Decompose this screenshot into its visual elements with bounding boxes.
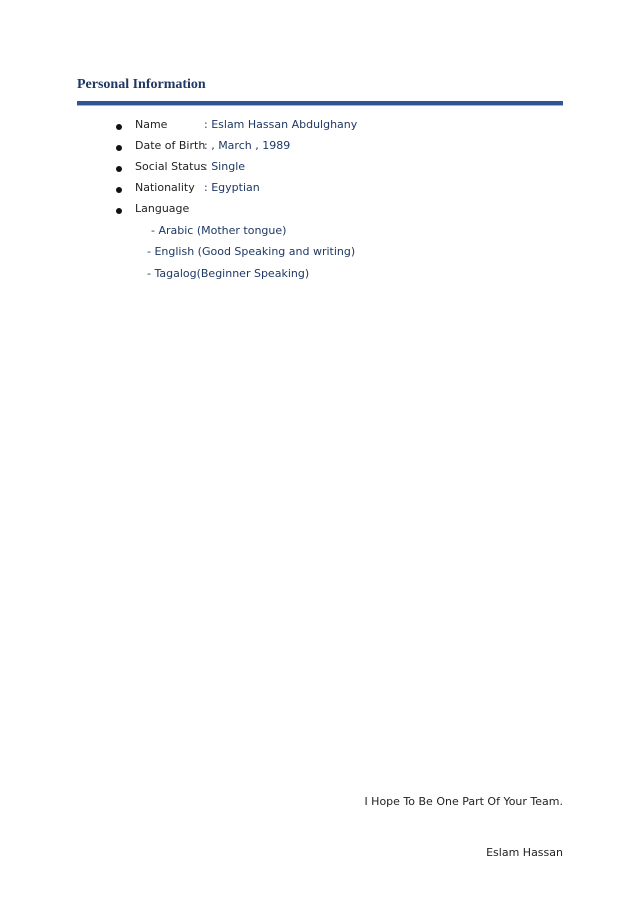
field-label: Date of Birth [135, 139, 206, 152]
language-item-english: - English (Good Speaking and writing) [147, 245, 356, 258]
field-label: Nationality [135, 181, 195, 194]
field-value: : Eslam Hassan Abdulghany [204, 118, 358, 131]
bullet-icon [116, 187, 122, 193]
bullet-icon [116, 208, 122, 214]
language-item-arabic: - Arabic (Mother tongue) [151, 224, 287, 237]
section-divider [77, 101, 563, 106]
bullet-icon [116, 124, 122, 130]
info-item-language [0, 202, 480, 220]
bullet-icon [116, 166, 122, 172]
field-value: : Egyptian [204, 181, 260, 194]
info-item-name [0, 118, 480, 136]
info-item-date-of-birth [0, 139, 480, 157]
section-title: Personal Information [77, 77, 206, 92]
field-label: Name [135, 118, 168, 131]
field-value: : Single [204, 160, 246, 173]
field-value: : , March , 1989 [204, 139, 291, 152]
closing-statement: I Hope To Be One Part Of Your Team. [364, 795, 563, 808]
info-item-nationality [0, 181, 480, 199]
bullet-icon [116, 145, 122, 151]
field-label: Language [135, 202, 190, 215]
language-item-tagalog: - Tagalog(Beginner Speaking) [147, 267, 310, 280]
field-label: Social Status [135, 160, 207, 173]
info-item-social-status [0, 160, 480, 178]
signature-name: Eslam Hassan [486, 846, 563, 859]
